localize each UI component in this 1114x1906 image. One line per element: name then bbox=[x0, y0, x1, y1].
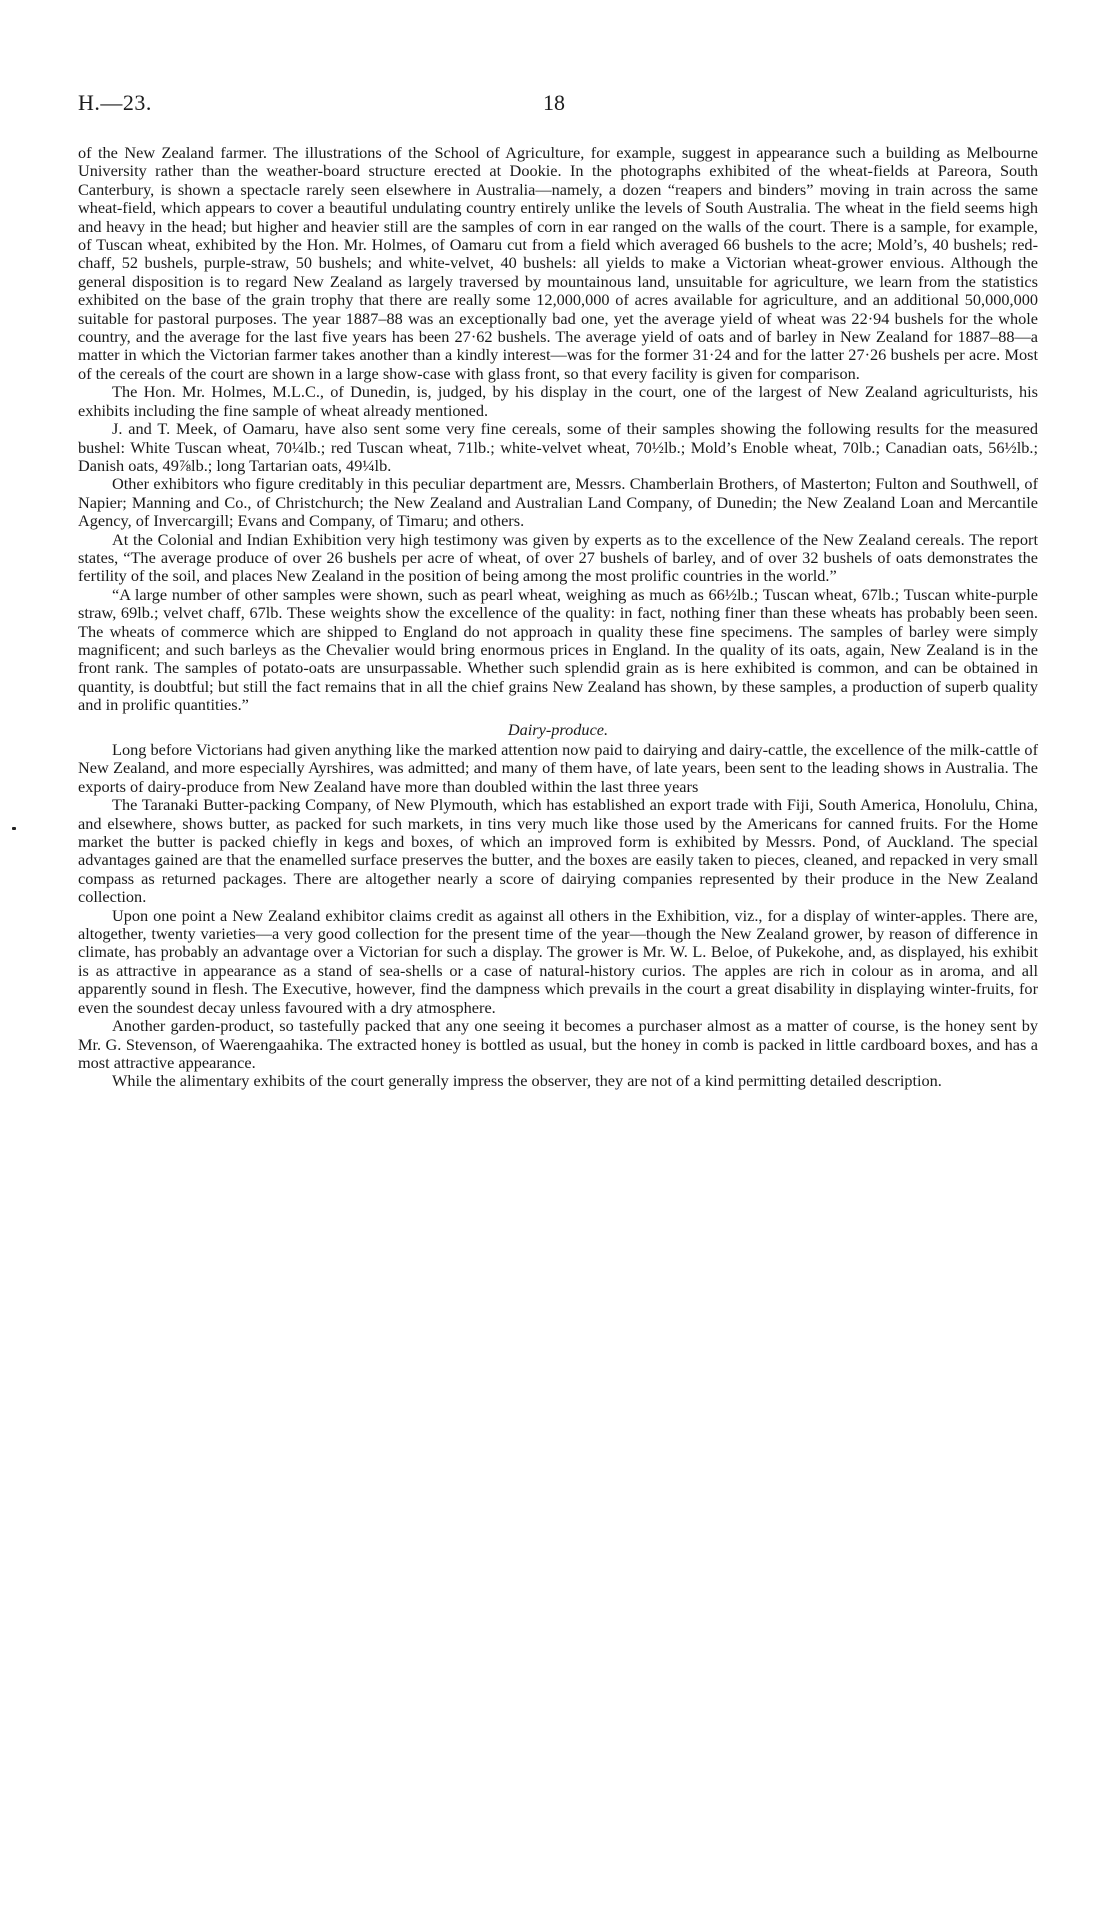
body-text bbox=[78, 144, 1038, 1091]
paragraph-meek: J. and T. Meek, of Oamaru, have also sent some very fine cereals, some of their samples showing the following results for the measured bushel: White Tuscan wheat, 70¼lb.; red Tuscan wheat, 71lb.; white-velvet wheat, 70½lb.; Mold’s Enoble wheat, 70lb.; Canadian oats, 56½lb.; Danish oats, 49⅞lb.; long Tartarian oats, 49¼lb. bbox=[78, 419, 1038, 475]
margin-mark bbox=[12, 827, 16, 830]
page-number: 18 bbox=[543, 90, 565, 115]
section-heading-dairy: Dairy-produce. bbox=[507, 719, 609, 739]
paragraph-colonial-exhibition: At the Colonial and Indian Exhibition very high testimony was given by experts as to the excellence of the New Zealand cereals. The report states, “The average produce of over 26 bushels per acre of wheat, of over 27 bushels of barley, and of over 32 bushels of oats demonstrates the fertility of the soil, and places New Zealand in the position of being among the most prolific countries in the world.” bbox=[78, 529, 1038, 586]
page-header bbox=[78, 90, 1038, 120]
paragraph-continuation: of the New Zealand farmer. The illustrations of the School of Agriculture, for example, suggest in appearance such a building as Melbourne University rather than the weather-board structure erected at Dookie. In the photographs exhibited of the wheat-fields at Pareora, South Canterbury, is shown a spectacle rarely seen elsewhere in Australia—namely, a dozen “reapers and binders” moving in train across the same wheat-field, which appears to cover a beautiful undulating country entirely unlike the levels of South Australia. The wheat in the field seems high and heavy in the head; but higher and heavier still are the samples of corn in ear ranged on the walls of the court. There is a sample, for example, of Tuscan wheat, exhibited by the Hon. Mr. Holmes, of Oamaru cut from a field which averaged 66 bushels to the acre; Mold’s, 40 bushels; red-chaff, 52 bushels, purple-straw, 50 bushels; and white-velvet, 40 bushels: all yields to make a Victorian wheat-grower envious. Although the general disposition is to regard New Zealand as largely traversed by mountainous land, unsuitable for agriculture, we learn from the statistics exhibited on the base of the grain trophy that there are really some 12,000,000 of acres available for agriculture, and an additional 50,000,000 suitable for pastoral purposes. The year 1887–88 was an exceptionally bad one, yet the average yield of wheat was 22·94 bushels for the whole country, and the average for the last five years has been 27·62 bushels. The average yield of oats and of barley in New Zealand for 1887–88—a matter in which the Victorian farmer takes another than a kindly interest—was for the former 31·24 and for the latter 27·26 bushels per acre. Most of the cereals of the court are shown in a large show-case with glass front, so that every facility is given for comparison. bbox=[78, 143, 1038, 383]
paragraph-samples-quote: “A large number of other samples were shown, such as pearl wheat, weighing as much as 66½lb.; Tuscan wheat, 67lb.; Tuscan white-purple straw, 69lb.; velvet chaff, 67lb. These weights show the excellence of the quality: in fact, nothing finer than these wheats has probably been seen. The wheats of commerce which are shipped to England do not approach in quality these fine specimens. The samples of barley were simply magnificent; and such barleys as the Chevalier would bring enormous prices in England. In the quality of its oats, again, New Zealand is in the front rank. The samples of potato-oats are unsurpassable. Whether such splendid grain as is here exhibited is common, and can be obtained in quantity, is doubtful; but still the fact remains that in all the chief grains New Zealand has shown, by these samples, a production of superb quality and in prolific quantities.” bbox=[78, 584, 1038, 715]
paragraph-alimentary: While the alimentary exhibits of the court generally impress the observer, they are not of a kind permitting detailed description. bbox=[112, 1071, 942, 1091]
paragraph-holmes: The Hon. Mr. Holmes, M.L.C., of Dunedin, is, judged, by his display in the court, one of the largest of New Zealand agriculturists, his exhibits including the fine sample of wheat already mentioned. bbox=[78, 382, 1038, 420]
paragraph-butter-packing: The Taranaki Butter-packing Company, of New Plymouth, which has established an export trade with Fiji, South America, Honolulu, China, and elsewhere, shows butter, as packed for such markets, in tins very much like those used by the Americans for canned fruits. For the Home market the butter is packed chiefly in kegs and boxes, of which an improved form is exhibited by Messrs. Pond, of Auckland. The special advantages gained are that the enamelled surface preserves the butter, and the boxes are easily taken to pieces, cleaned, and repacked in very small compass as returned packages. There are altogether nearly a score of dairying companies represented by their produce in the New Zealand collection. bbox=[78, 795, 1038, 907]
document-id: H.—23. bbox=[78, 90, 152, 115]
paragraph-dairy-cattle: Long before Victorians had given anything like the marked attention now paid to dairying and dairy-cattle, the excellence of the milk-cattle of New Zealand, and more especially Ayrshires, was admitted; and many of them have, of late years, been sent to the leading shows in Australia. The exports of dairy-produce from New Zealand have more than doubled within the last three years bbox=[78, 740, 1038, 796]
paragraph-winter-apples: Upon one point a New Zealand exhibitor claims credit as against all others in the Exhibition, viz., for a display of winter-apples. There are, altogether, twenty varieties—a very good collection for the present time of the year—though the New Zealand grower, by reason of difference in climate, has probably an advantage over a Victorian for such a display. The grower is Mr. W. L. Beloe, of Pukekohe, and, as displayed, his exhibit is as attractive in appearance as a stand of sea-shells or a case of natural-history curios. The apples are rich in colour as in aroma, and all apparently sound in flesh. The Executive, however, find the dampness which prevails in the court a great disability in displaying winter-fruits, for even the soundest decay unless favoured with a dry atmosphere. bbox=[78, 905, 1038, 1017]
paragraph-other-exhibitors: Other exhibitors who figure creditably in this peculiar department are, Messrs. Chamberlain Brothers, of Masterton; Fulton and Southwell, of Napier; Manning and Co., of Christchurch; the New Zealand and Australian Land Company, of Dunedin; the New Zealand Loan and Mercantile Agency, of Invercargill; Evans and Company, of Timaru; and others. bbox=[78, 474, 1038, 531]
paragraph-honey: Another garden-product, so tastefully packed that any one seeing it becomes a purchaser almost as a matter of course, is the honey sent by Mr. G. Stevenson, of Waerengaahika. The extracted honey is bottled as usual, but the honey in comb is packed in little cardboard boxes, and has a most attractive appearance. bbox=[78, 1016, 1038, 1072]
